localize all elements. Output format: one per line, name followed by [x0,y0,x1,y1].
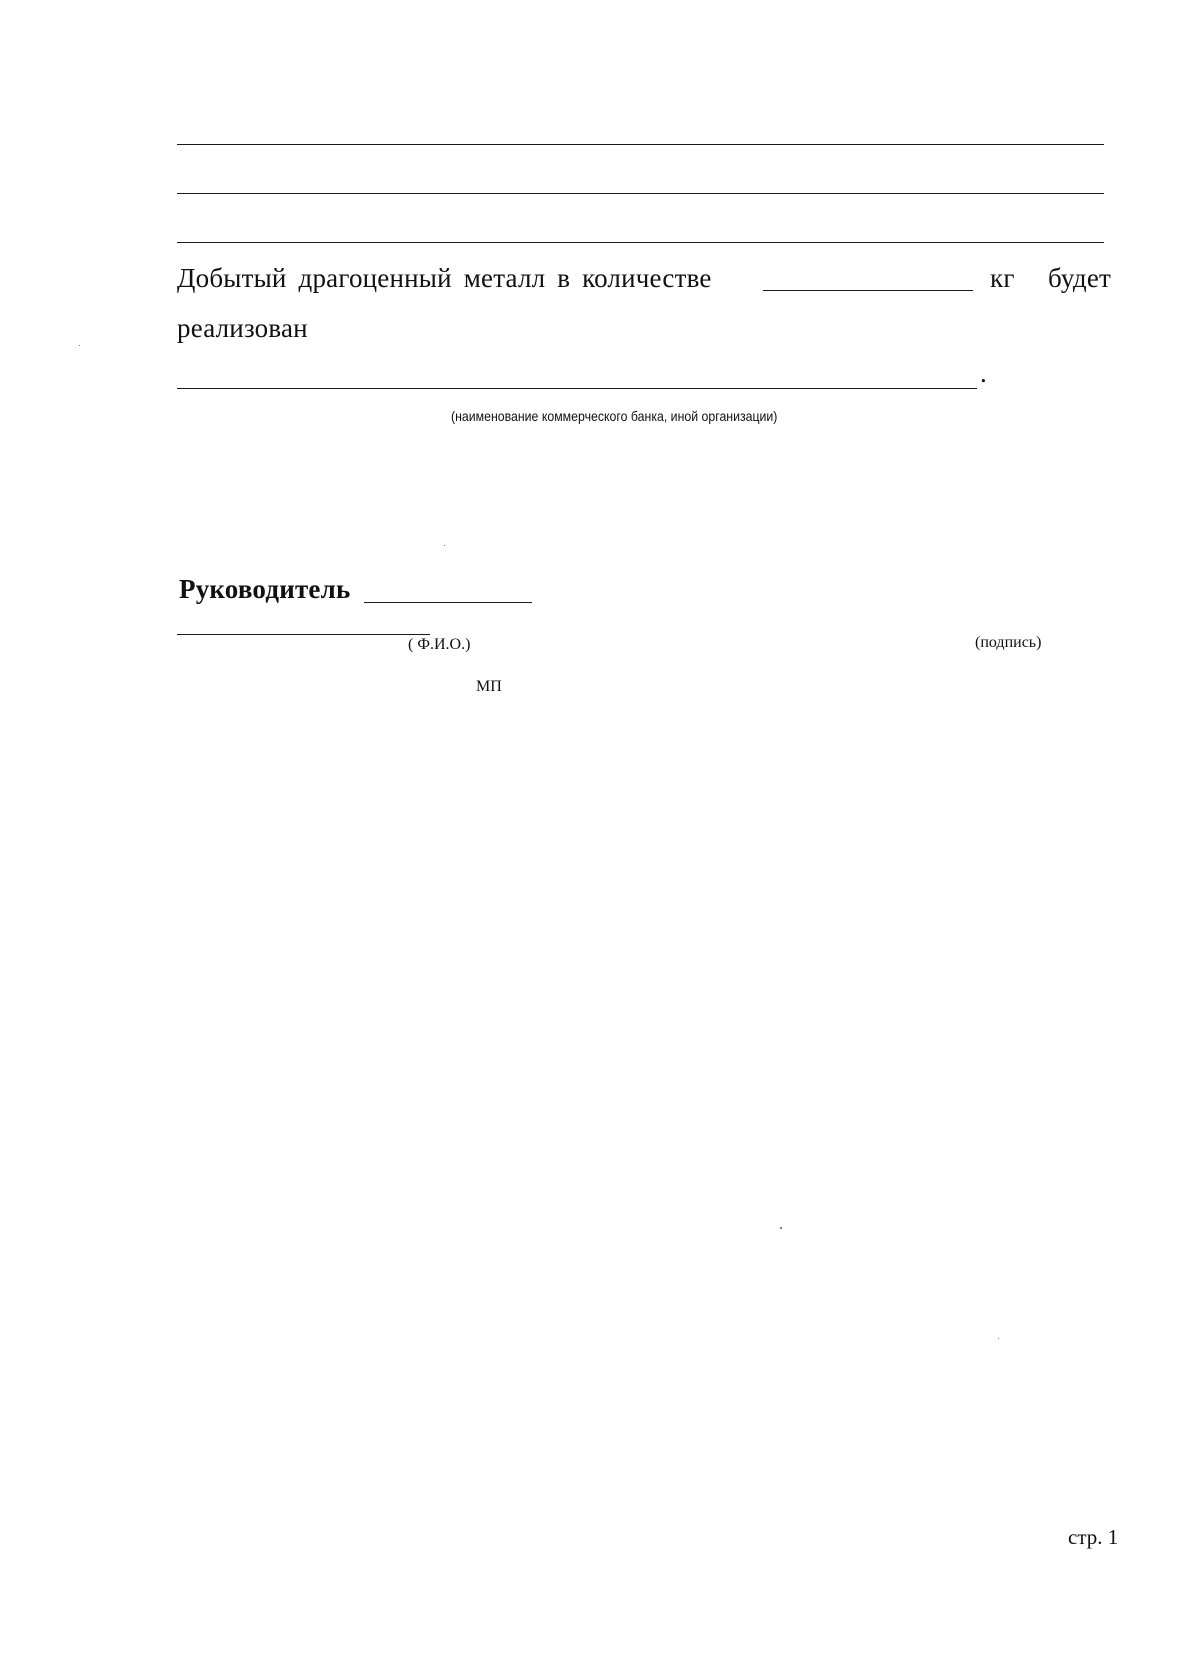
fio-caption: ( Ф.И.О.) [408,636,471,653]
head-label: Руководитель [179,574,351,604]
will-be-text: будет [1048,263,1112,293]
organization-blank-line[interactable] [177,388,977,389]
scan-speck [444,545,445,546]
sentence-end-period: . [980,358,987,388]
organization-caption: (наименование коммерческого банка, иной организации) [451,408,778,424]
scan-speck [79,345,80,346]
metal-quantity-text: Добытый драгоценный металл в количестве [177,263,712,293]
stamp-label: МП [476,678,502,695]
quantity-blank-line[interactable] [763,290,973,291]
blank-line-2[interactable] [177,193,1104,194]
sold-text: реализован [177,313,308,343]
scan-speck [998,1338,999,1339]
unit-kg-text: кг [990,263,1015,293]
page-number: стр. 1 [1068,1525,1119,1549]
blank-line-3[interactable] [177,242,1104,243]
signature-caption: (подпись) [975,634,1042,651]
fio-blank-line[interactable] [177,634,430,635]
head-blank-line[interactable] [364,602,532,603]
blank-line-1[interactable] [177,144,1104,145]
scan-speck [780,1227,782,1229]
